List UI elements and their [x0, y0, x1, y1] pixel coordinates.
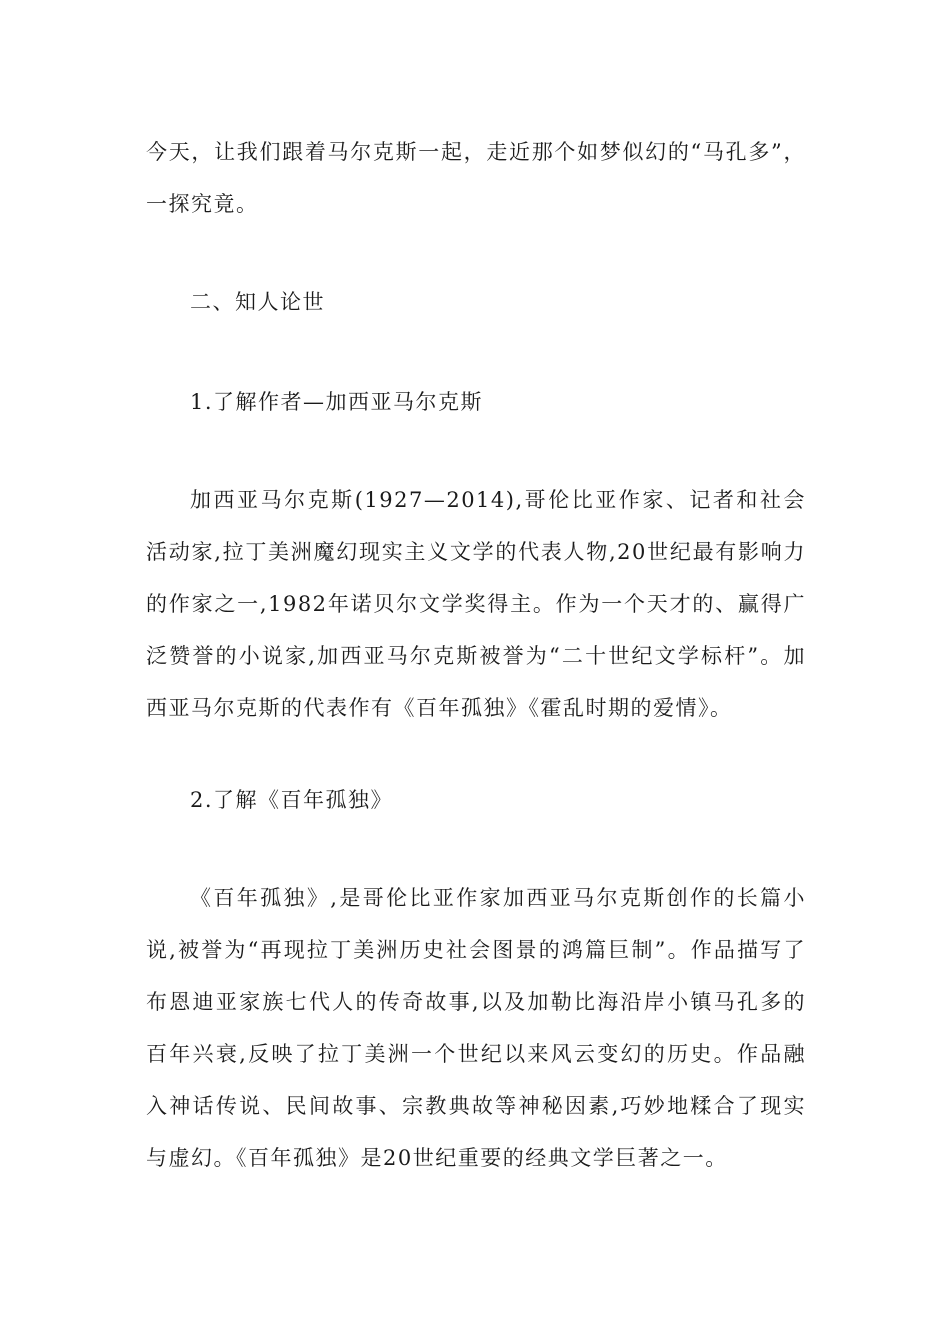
- subsection-1-heading: 1.了解作者—加西亚马尔克斯: [190, 390, 484, 414]
- subsection-1-paragraph: 加西亚马尔克斯(1927—2014),哥伦比亚作家、记者和社会活动家,拉丁美洲魔幻现实主义文学的代表人物,20世纪最有影响力的作家之一,1982年诺贝尔文学奖得主。作为一个天才的、赢得广泛赞誉的小说家,加西亚马尔克斯被誉为“二十世纪文学标杆”。加西亚马尔克斯的代表作有《百年孤独》《霍乱时期的爱情》。: [146, 488, 806, 720]
- intro-paragraph: 今天，让我们跟着马尔克斯一起，走近那个如梦似幻的“马孔多”，一探究竟。: [146, 140, 806, 216]
- subsection-2-paragraph: 《百年孤独》,是哥伦比亚作家加西亚马尔克斯创作的长篇小说,被誉为“再现拉丁美洲历史社会图景的鸿篇巨制”。作品描写了布恩迪亚家族七代人的传奇故事,以及加勒比海沿岸小镇马孔多的百年兴衰,反映了拉丁美洲一个世纪以来风云变幻的历史。作品融入神话传说、民间故事、宗教典故等神秘因素,巧妙地糅合了现实与虚幻。《百年孤独》是20世纪重要的经典文学巨著之一。: [146, 886, 806, 1170]
- subsection-2-heading: 2.了解《百年孤独》: [190, 788, 394, 812]
- section-heading: 二、知人论世: [190, 290, 325, 314]
